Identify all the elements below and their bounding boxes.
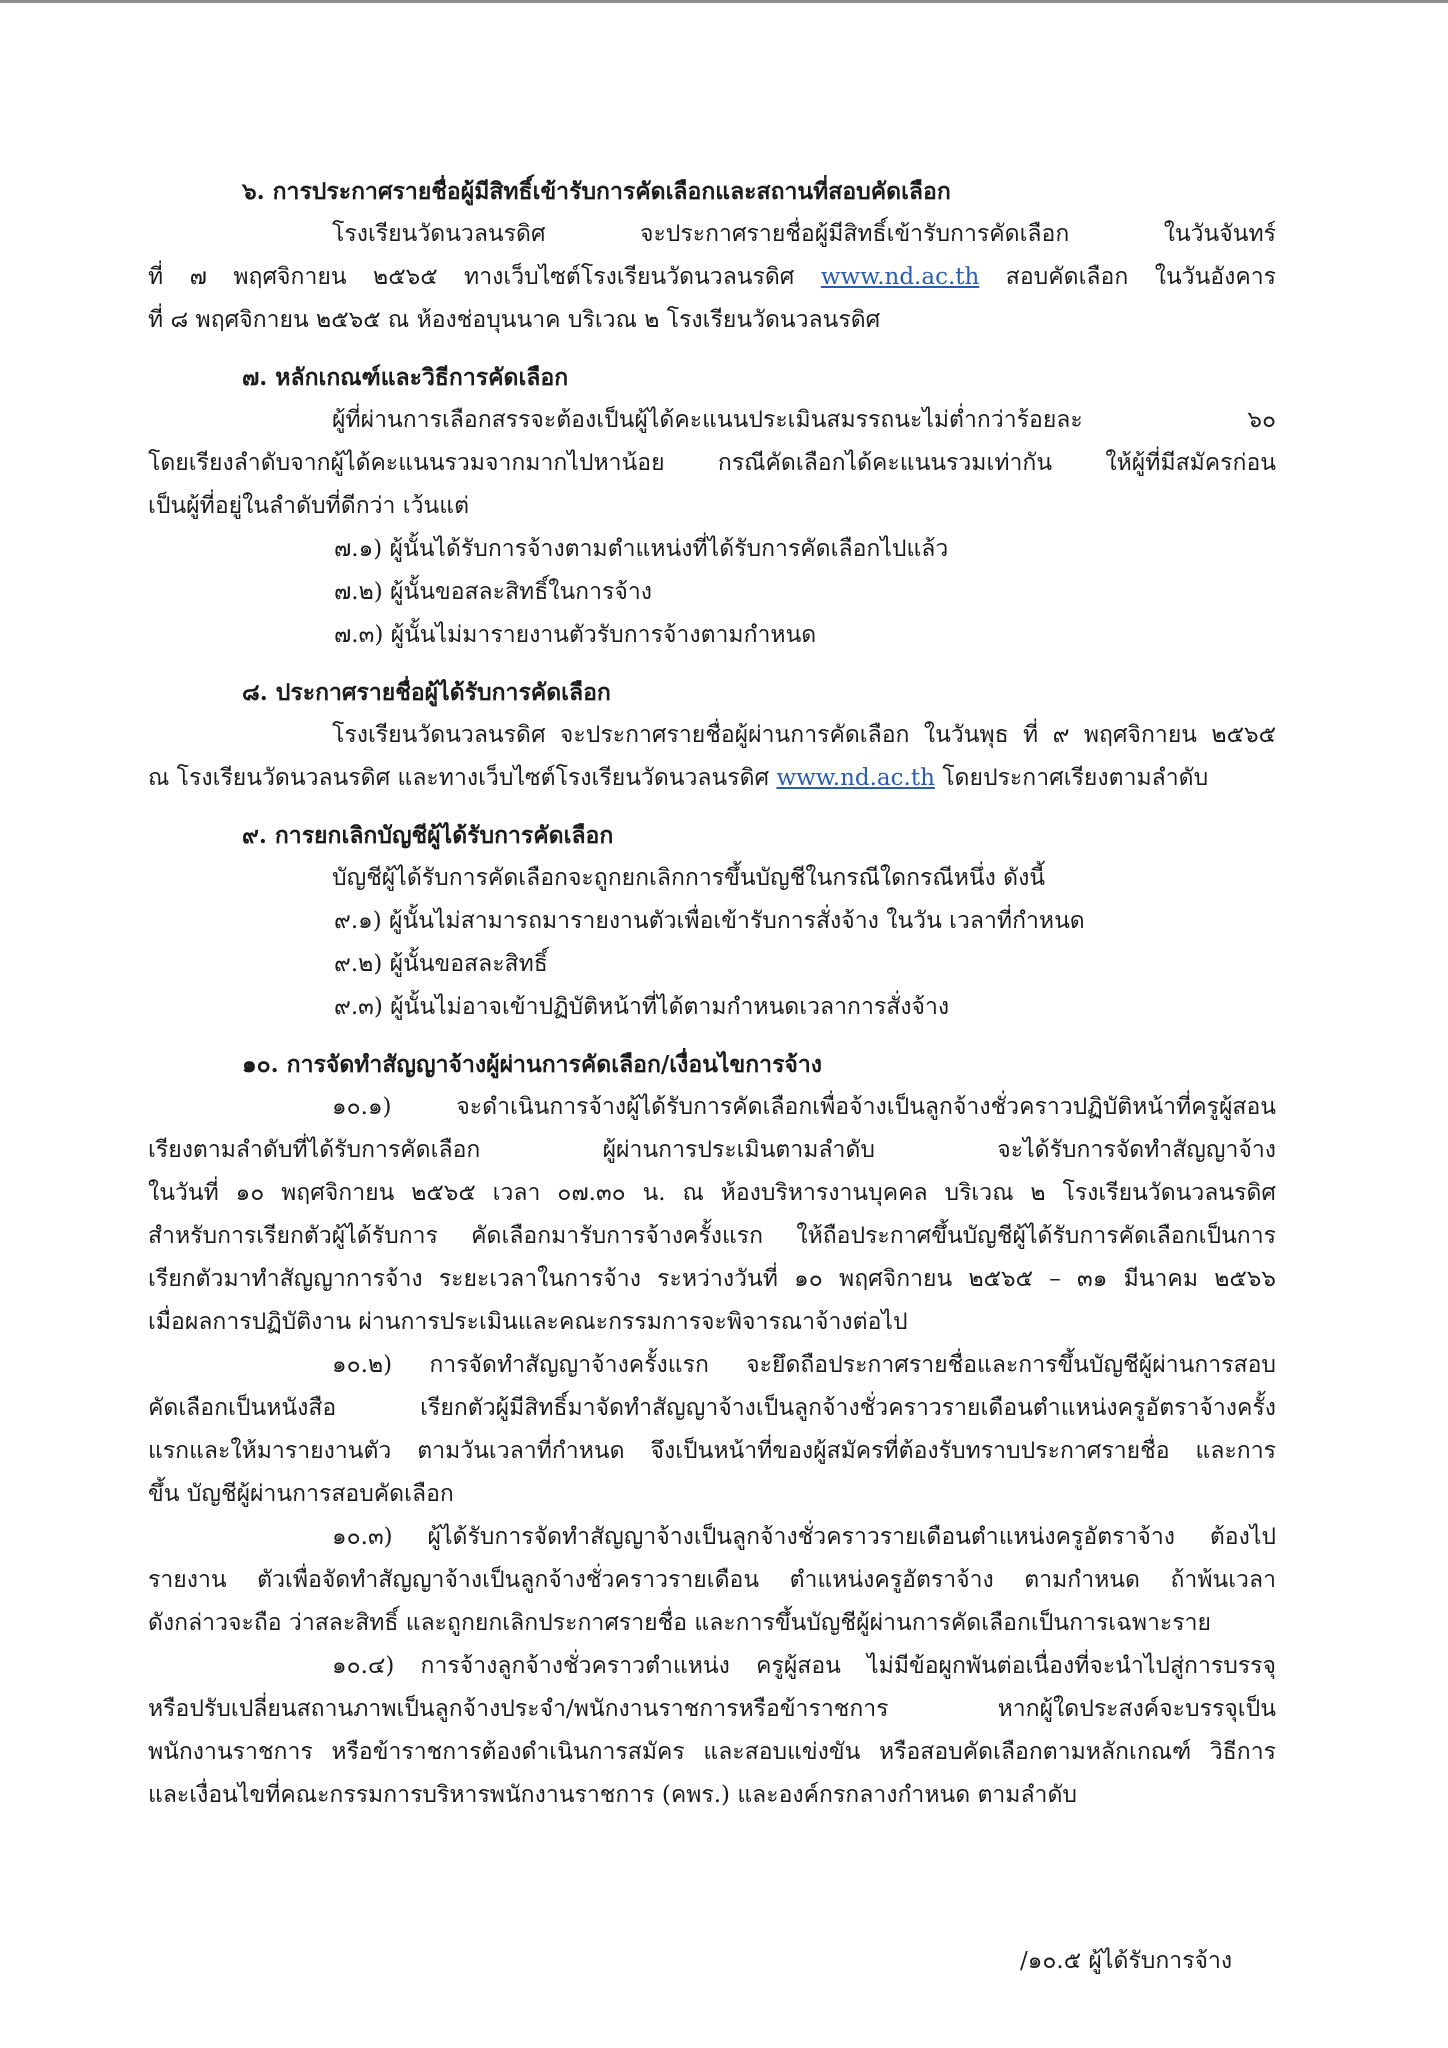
list-item: ๗.๓) ผู้นั้นไม่มารายงานตัวรับการจ้างตามกำหนด: [334, 622, 817, 648]
paragraph-line: รายงาน ตัวเพื่อจัดทำสัญญาจ้างเป็นลูกจ้างชั่วคราวรายเดือน ตำแหน่งครูอัตราจ้าง ตามกำหนด ถ้าพ้นเวลา: [148, 1567, 1276, 1593]
website-link[interactable]: www.nd.ac.th: [776, 765, 935, 791]
paragraph-line: ๑๐.๔) การจ้างลูกจ้างชั่วคราวตำแหน่ง ครูผู้สอน ไม่มีข้อผูกพันต่อเนื่องที่จะนำไปสู่การบรรจุ: [332, 1653, 1276, 1679]
section-8: [148, 671, 1276, 800]
paragraph-line: ๑๐.๓) ผู้ได้รับการจัดทำสัญญาจ้างเป็นลูกจ้างชั่วคราวรายเดือนตำแหน่งครูอัตราจ้าง ต้องไป: [332, 1524, 1276, 1550]
paragraph-line: เป็นผู้ที่อยู่ในลำดับที่ดีกว่า เว้นแต่: [148, 493, 470, 519]
paragraph-10-3: [148, 1516, 1276, 1645]
paragraph-text: ที่ ๗ พฤศจิกายน ๒๕๖๕ ทางเว็บไซต์โรงเรียนวัดนวลนรดิศ: [148, 264, 795, 290]
paragraph-line: [148, 757, 1276, 800]
paragraph-text: ณ โรงเรียนวัดนวลนรดิศ และทางเว็บไซต์โรงเรียนวัดนวลนรดิศ: [148, 765, 770, 791]
paragraph-line: เรียงตามลำดับที่ได้รับการคัดเลือก ผู้ผ่านการประเมินตามลำดับ จะได้รับการจัดทำสัญญาจ้าง: [148, 1137, 1276, 1163]
paragraph-line: ๑๐.๑) จะดำเนินการจ้างผู้ได้รับการคัดเลือกเพื่อจ้างเป็นลูกจ้างชั่วคราวปฏิบัติหน้าที่ครูผู้สอน: [332, 1094, 1276, 1120]
paragraph-line: บัญชีผู้ได้รับการคัดเลือกจะถูกยกเลิกการขึ้นบัญชีในกรณีใดกรณีหนึ่ง ดังนี้: [332, 865, 1046, 891]
list-item: ๗.๑) ผู้นั้นได้รับการจ้างตามตำแหน่งที่ได้รับการคัดเลือกไปแล้ว: [334, 536, 949, 562]
section-10: [148, 1043, 1276, 1817]
paragraph-10-2: [148, 1344, 1276, 1516]
section-heading: ๗. หลักเกณฑ์และวิธีการคัดเลือก: [242, 364, 569, 391]
list-item: ๙.๑) ผู้นั้นไม่สามารถมารายงานตัวเพื่อเข้ารับการสั่งจ้าง ในวัน เวลาที่กำหนด: [334, 908, 1085, 934]
section-6: [148, 170, 1276, 342]
paragraph-line: ที่ ๘ พฤศจิกายน ๒๕๖๕ ณ ห้องช่อบุนนาค บริเวณ ๒ โรงเรียนวัดนวลนรดิศ: [148, 307, 881, 333]
paragraph-line: และเงื่อนไขที่คณะกรรมการบริหารพนักงานราชการ (คพร.) และองค์กรกลางกำหนด ตามลำดับ: [148, 1782, 1078, 1808]
paragraph-line: โรงเรียนวัดนวลนรดิศ จะประกาศรายชื่อผู้มีสิทธิ์เข้ารับการคัดเลือก ในวันจันทร์: [332, 221, 1276, 247]
list-item: ๗.๒) ผู้นั้นขอสละสิทธิ์ในการจ้าง: [334, 579, 653, 605]
paragraph-line: คัดเลือกเป็นหนังสือ เรียกตัวผู้มีสิทธิ์มาจัดทำสัญญาจ้างเป็นลูกจ้างชั่วคราวรายเดือนตำแหน่งครูอัตราจ้างครั้ง: [148, 1395, 1276, 1421]
section-heading: ๑๐. การจัดทำสัญญาจ้างผู้ผ่านการคัดเลือก/เงื่อนไขการจ้าง: [242, 1051, 823, 1078]
list-item: ๙.๓) ผู้นั้นไม่อาจเข้าปฏิบัติหน้าที่ได้ตามกำหนดเวลาการสั่งจ้าง: [334, 994, 950, 1020]
paragraph-line: แรกและให้มารายงานตัว ตามวันเวลาที่กำหนด จึงเป็นหน้าที่ของผู้สมัครที่ต้องรับทราบประกาศรายชื่อ และการ: [148, 1438, 1276, 1464]
paragraph-line: หรือปรับเปลี่ยนสถานภาพเป็นลูกจ้างประจำ/พนักงานราชการหรือข้าราชการ หากผู้ใดประสงค์จะบรรจุเป็น: [148, 1696, 1276, 1722]
paragraph-line: ขึ้น บัญชีผู้ผ่านการสอบคัดเลือก: [148, 1481, 454, 1507]
paragraph-text: โดยประกาศเรียงตามลำดับ: [942, 765, 1209, 791]
paragraph-10-4: [148, 1645, 1276, 1817]
paragraph-line: เมื่อผลการปฏิบัติงาน ผ่านการประเมินและคณะกรรมการจะพิจารณาจ้างต่อไป: [148, 1309, 908, 1335]
paragraph-line: ผู้ที่ผ่านการเลือกสรรจะต้องเป็นผู้ได้คะแนนประเมินสมรรถนะไม่ต่ำกว่าร้อยละ ๖๐: [332, 407, 1276, 433]
paragraph-line: สำหรับการเรียกตัวผู้ได้รับการ คัดเลือกมารับการจ้างครั้งแรก ให้ถือประกาศขึ้นบัญชีผู้ได้รับการคัดเลือกเป็นการ: [148, 1223, 1276, 1249]
section-heading: ๘. ประกาศรายชื่อผู้ได้รับการคัดเลือก: [242, 679, 611, 706]
paragraph-line: โรงเรียนวัดนวลนรดิศ จะประกาศรายชื่อผู้ผ่านการคัดเลือก ในวันพุธ ที่ ๙ พฤศจิกายน ๒๕๖๕: [332, 722, 1276, 748]
paragraph-line: ในวันที่ ๑๐ พฤศจิกายน ๒๕๖๕ เวลา ๐๗.๓๐ น. ณ ห้องบริหารงานบุคคล บริเวณ ๒ โรงเรียนวัดนวลนรดิศ: [148, 1180, 1276, 1206]
page-continuation-note: /๑๐.๕ ผู้ได้รับการจ้าง: [1020, 1948, 1233, 1974]
section-heading: ๙. การยกเลิกบัญชีผู้ได้รับการคัดเลือก: [242, 822, 614, 849]
paragraph-line: โดยเรียงลำดับจากผู้ได้คะแนนรวมจากมากไปหาน้อย กรณีคัดเลือกได้คะแนนรวมเท่ากัน ให้ผู้ที่มีสมัครก่อน: [148, 450, 1276, 476]
top-border-line: [0, 0, 1448, 3]
paragraph-line: พนักงานราชการ หรือข้าราชการต้องดำเนินการสมัคร และสอบแข่งขัน หรือสอบคัดเลือกตามหลักเกณฑ์ วิธีการ: [148, 1739, 1276, 1765]
section-9: [148, 814, 1276, 1029]
section-7: [148, 356, 1276, 657]
paragraph-line: ดังกล่าวจะถือ ว่าสละสิทธิ์ และถูกยกเลิกประกาศรายชื่อ และการขึ้นบัญชีผู้ผ่านการคัดเลือกเป็นการเฉพาะราย: [148, 1610, 1211, 1636]
paragraph-10-1: [148, 1086, 1276, 1344]
list-item: ๙.๒) ผู้นั้นขอสละสิทธิ์: [334, 951, 548, 977]
website-link[interactable]: www.nd.ac.th: [820, 264, 980, 290]
document-body: [148, 170, 1276, 1831]
paragraph-line: ๑๐.๒) การจัดทำสัญญาจ้างครั้งแรก จะยึดถือประกาศรายชื่อและการขึ้นบัญชีผู้ผ่านการสอบ: [332, 1352, 1276, 1378]
paragraph-text: สอบคัดเลือก ในวันอังคาร: [1005, 264, 1277, 290]
section-heading: ๖. การประกาศรายชื่อผู้มีสิทธิ์เข้ารับการคัดเลือกและสถานที่สอบคัดเลือก: [242, 178, 951, 205]
paragraph-line: [148, 256, 1276, 299]
paragraph-line: เรียกตัวมาทำสัญญาการจ้าง ระยะเวลาในการจ้าง ระหว่างวันที่ ๑๐ พฤศจิกายน ๒๕๖๕ – ๓๑ มีนาคม ๒๕๖๖: [148, 1266, 1276, 1292]
